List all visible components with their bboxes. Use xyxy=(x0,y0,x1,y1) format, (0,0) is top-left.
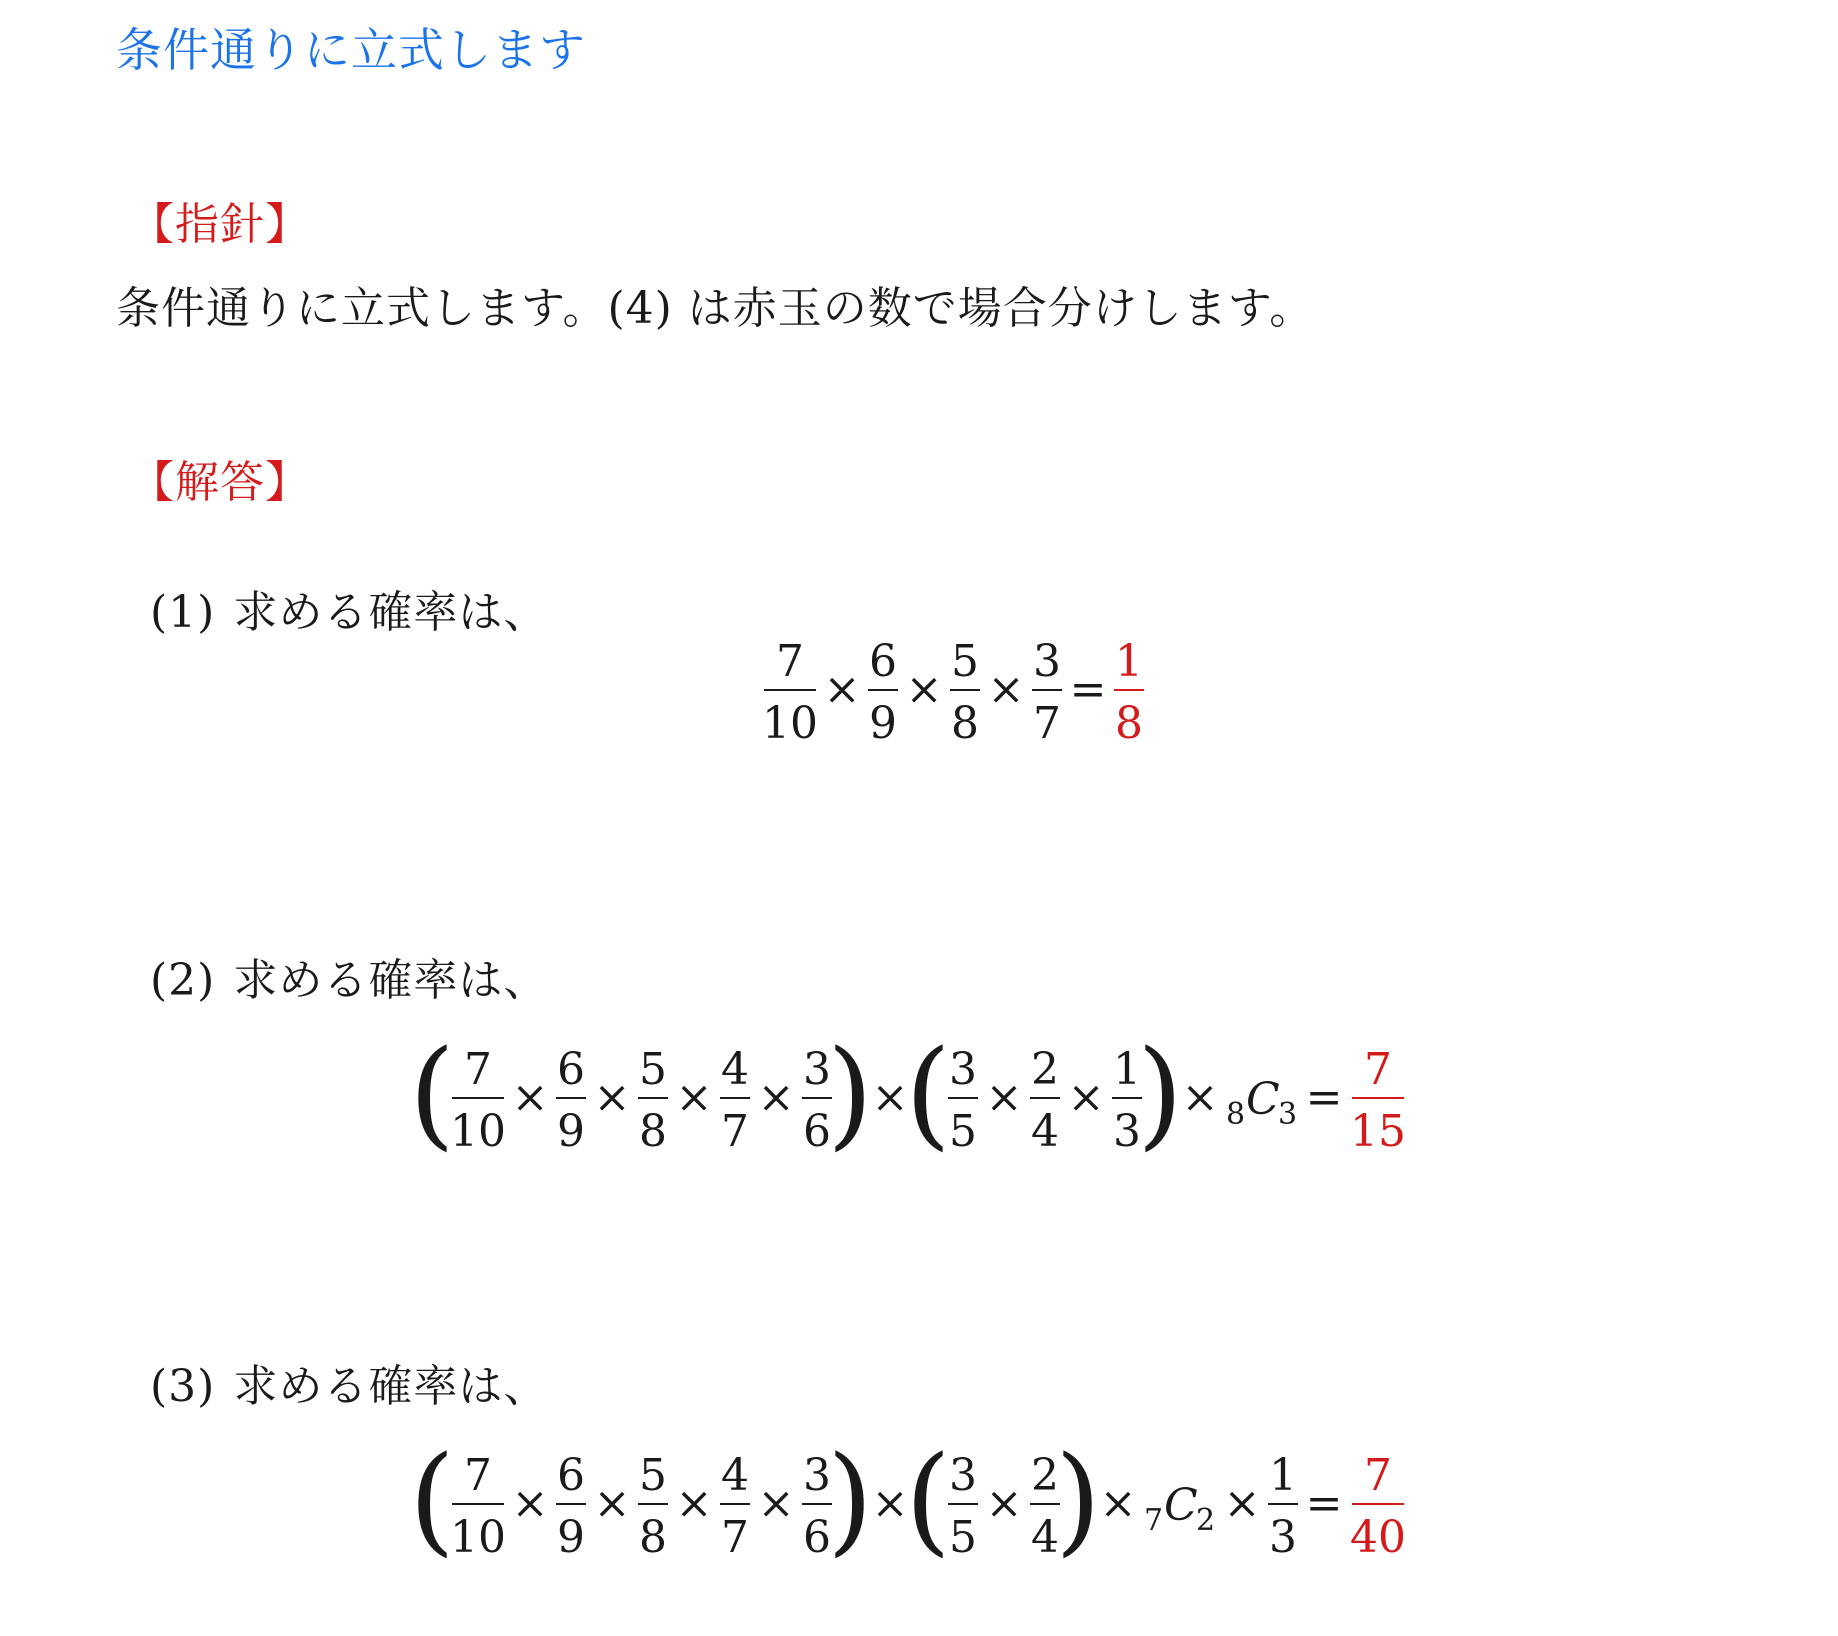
q2-equation xyxy=(0,1026,1838,1166)
q2-combination-pre: 8 xyxy=(1226,1097,1246,1132)
q1-text: 求める確率は、 xyxy=(233,587,549,638)
times-sign: × xyxy=(985,1478,1023,1529)
q3-g1-fraction-2-denominator: 9 xyxy=(557,1512,585,1563)
q1-result-denominator: 8 xyxy=(1115,698,1143,749)
q3-g2-fraction-1-numerator: 3 xyxy=(949,1450,977,1501)
q1-fraction-3-denominator: 8 xyxy=(951,698,979,749)
q2-g2-fraction-3-numerator: 1 xyxy=(1113,1044,1141,1095)
times-sign: × xyxy=(593,1072,631,1123)
q3-g1-fraction-5-numerator: 3 xyxy=(803,1450,831,1501)
q3-extra-fraction-denominator: 3 xyxy=(1269,1512,1297,1563)
equals-sign: = xyxy=(1069,664,1107,715)
q2-g2-fraction-1-denominator: 5 xyxy=(949,1106,977,1157)
times-sign: × xyxy=(1181,1072,1219,1123)
q2-result-denominator: 15 xyxy=(1350,1106,1406,1157)
times-sign: × xyxy=(985,1072,1023,1123)
q3-g1-fraction-2-numerator: 6 xyxy=(557,1450,585,1501)
times-sign: × xyxy=(1067,1072,1105,1123)
q2-g2-fraction-3-denominator: 3 xyxy=(1113,1106,1141,1157)
times-sign: × xyxy=(1223,1478,1261,1529)
q2-g1-fraction-2-denominator: 9 xyxy=(557,1106,585,1157)
q3-equation xyxy=(0,1432,1838,1572)
guide-text: 条件通りに立式します。(4) は赤玉の数で場合分けします。 xyxy=(116,283,1315,334)
equals-sign: = xyxy=(1305,1478,1343,1529)
q2-label xyxy=(150,944,548,1008)
q2-rparen-1: ) xyxy=(826,1024,874,1162)
q1-equation xyxy=(0,628,1838,748)
times-sign: × xyxy=(757,1478,795,1529)
title-link[interactable]: 条件通りに立式します xyxy=(116,23,586,77)
q2-lparen-2: ( xyxy=(904,1024,952,1162)
q3-g1-fraction-4-denominator: 7 xyxy=(721,1512,749,1563)
q2-g2-fraction-1-numerator: 3 xyxy=(949,1044,977,1095)
q1-fraction-2-denominator: 9 xyxy=(869,698,897,749)
q2-combination-symbol: C xyxy=(1246,1074,1280,1125)
q2-g1-fraction-3-numerator: 5 xyxy=(639,1044,667,1095)
q1-fraction-1-numerator: 7 xyxy=(776,636,804,687)
q1-fraction-2-numerator: 6 xyxy=(869,636,897,687)
q3-g1-fraction-1-numerator: 7 xyxy=(464,1450,492,1501)
q3-result-numerator: 7 xyxy=(1364,1450,1392,1501)
q3-text: 求める確率は、 xyxy=(233,1361,549,1412)
q2-g1-fraction-1-numerator: 7 xyxy=(464,1044,492,1095)
q1-result-numerator: 1 xyxy=(1115,636,1143,687)
q2-g1-fraction-3-denominator: 8 xyxy=(639,1106,667,1157)
times-sign: × xyxy=(823,664,861,715)
times-sign: × xyxy=(1099,1478,1137,1529)
q2-g2-fraction-2-denominator: 4 xyxy=(1031,1106,1059,1157)
q3-g1-fraction-1-denominator: 10 xyxy=(450,1512,506,1563)
q1-fraction-3-numerator: 5 xyxy=(951,636,979,687)
q3-combination-sub: 2 xyxy=(1196,1503,1216,1538)
q3-combination-pre: 7 xyxy=(1144,1503,1164,1538)
times-sign: × xyxy=(593,1478,631,1529)
q2-g1-fraction-4-denominator: 7 xyxy=(721,1106,749,1157)
q1-fraction-4-denominator: 7 xyxy=(1033,698,1061,749)
q3-extra-fraction-numerator: 1 xyxy=(1269,1450,1297,1501)
times-sign: × xyxy=(871,1072,909,1123)
answer-heading: 【解答】 xyxy=(130,457,310,508)
q2-rparen-2: ) xyxy=(1136,1024,1184,1162)
q1-fraction-1-denominator: 10 xyxy=(762,698,818,749)
q3-g1-fraction-3-denominator: 8 xyxy=(639,1512,667,1563)
times-sign: × xyxy=(675,1478,713,1529)
q2-result-numerator: 7 xyxy=(1364,1044,1392,1095)
q2-g1-fraction-1-denominator: 10 xyxy=(450,1106,506,1157)
q3-lparen-2: ( xyxy=(904,1430,952,1568)
q3-label xyxy=(150,1350,548,1414)
equals-sign: = xyxy=(1305,1072,1343,1123)
q3-g1-fraction-5-denominator: 6 xyxy=(803,1512,831,1563)
q2-g1-fraction-4-numerator: 4 xyxy=(721,1044,749,1095)
q2-g1-fraction-5-numerator: 3 xyxy=(803,1044,831,1095)
times-sign: × xyxy=(871,1478,909,1529)
q3-lparen-1: ( xyxy=(408,1430,456,1568)
times-sign: × xyxy=(905,664,943,715)
q1-number: (1) xyxy=(150,587,216,638)
q3-result-denominator: 40 xyxy=(1350,1512,1406,1563)
q1-fraction-4-numerator: 3 xyxy=(1033,636,1061,687)
q3-g1-fraction-4-numerator: 4 xyxy=(721,1450,749,1501)
times-sign: × xyxy=(757,1072,795,1123)
q3-number: (3) xyxy=(150,1361,216,1412)
q2-g1-fraction-5-denominator: 6 xyxy=(803,1106,831,1157)
q3-rparen-2: ) xyxy=(1054,1430,1102,1568)
q3-combination-symbol: C xyxy=(1164,1480,1198,1531)
q3-g2-fraction-1-denominator: 5 xyxy=(949,1512,977,1563)
q3-rparen-1: ) xyxy=(826,1430,874,1568)
guide-heading: 【指針】 xyxy=(130,199,310,250)
times-sign: × xyxy=(987,664,1025,715)
q3-g1-fraction-3-numerator: 5 xyxy=(639,1450,667,1501)
q2-text: 求める確率は、 xyxy=(233,955,549,1006)
q2-g1-fraction-2-numerator: 6 xyxy=(557,1044,585,1095)
q3-g2-fraction-2-numerator: 2 xyxy=(1031,1450,1059,1501)
times-sign: × xyxy=(511,1478,549,1529)
q2-combination-sub: 3 xyxy=(1278,1097,1298,1132)
q2-g2-fraction-2-numerator: 2 xyxy=(1031,1044,1059,1095)
times-sign: × xyxy=(511,1072,549,1123)
q2-number: (2) xyxy=(150,955,216,1006)
q3-g2-fraction-2-denominator: 4 xyxy=(1031,1512,1059,1563)
q2-lparen-1: ( xyxy=(408,1024,456,1162)
times-sign: × xyxy=(675,1072,713,1123)
